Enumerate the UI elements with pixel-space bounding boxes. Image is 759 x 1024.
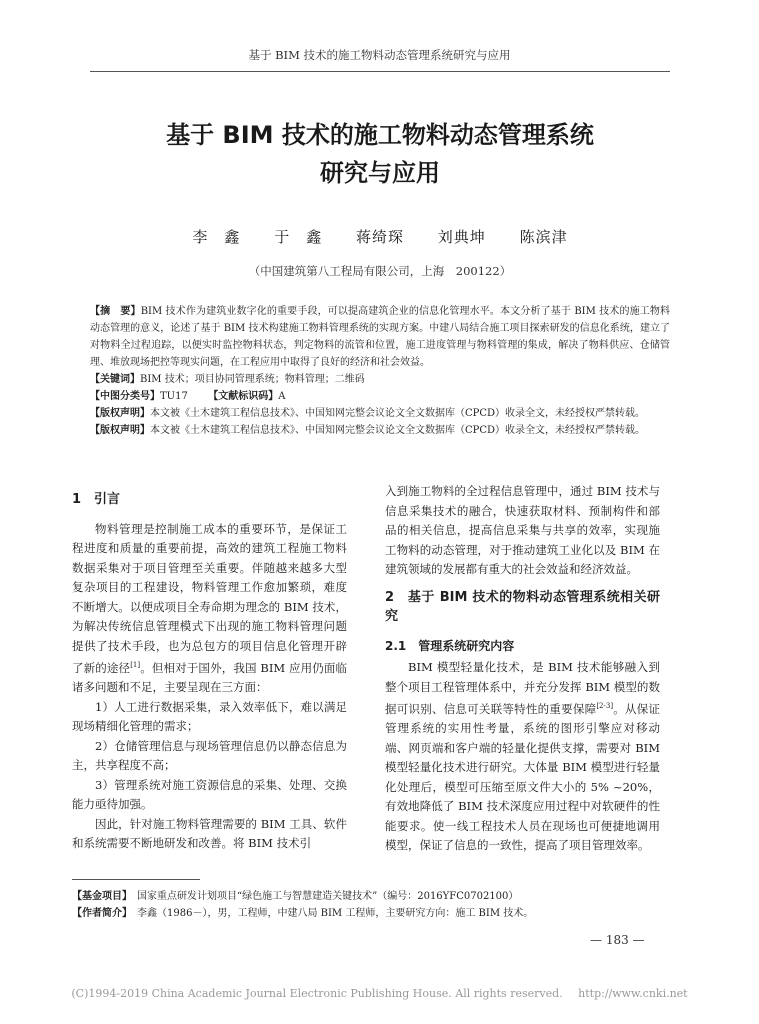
right-column <box>385 482 660 856</box>
author: 刘典坤 <box>437 228 486 246</box>
author: 陈滨津 <box>519 228 568 246</box>
footnote-text: 国家重点研发计划项目“绿色施工与智慧建造关键技术”（编号：2016YFC0702100） <box>137 891 519 902</box>
author: 李 鑫 <box>192 228 241 246</box>
abstract-text: BIM 技术作为建筑业数字化的重要手段，可以提高建筑企业的信息化管理水平。本文分析了基于 BIM 技术的施工物料动态管理的意义，论述了基于 BIM 技术构建施工物料管理系统的实现方案。中建八局结合施工项目探索研发的信息化系统，建立了对物料全过程追踪，以便实时监控物料状态，判定物料的流管和位置，施工进度管理与物料管理的集成，解决了物料供应、仓储管理、堆放现场把控等现实问题，在工程应用中取得了良好的经济和社会效益。 <box>90 306 670 368</box>
header-rule <box>90 71 670 72</box>
paragraph: 入到施工物料的全过程信息管理中，通过 BIM 技术与信息采集技术的融合，快速获取材料、预制构件和部品的相关信息，提高信息采集与共享的效率，实现施工物料的动态管理，对于推动建筑工业化以及 BIM 在建筑领域的发展都有重大的社会效益和经济效益。 <box>385 484 660 576</box>
left-column <box>72 482 347 854</box>
footnote-label: 【作者简介】 <box>72 908 127 919</box>
clc-value: TU17 <box>160 391 188 402</box>
section-heading: 2 基于 BIM 技术的物料动态管理系统相关研究 <box>385 589 660 624</box>
keywords-text: BIM 技术；项目协同管理系统；物料管理；二维码 <box>140 374 365 385</box>
section-heading: 1 引言 <box>72 492 121 507</box>
paragraph: BIM 模型轻量化技术，是 BIM 技术能够融入到整个项目工程管理体系中，并充分发挥 BIM 模型的数据可识别、信息可关联等特性的重要保障[2-3]。从保证管理系统的实用性考量，系统的图形引擎应对移动端、网页端和客户端的轻量化提供支撑，需要对 BIM 模型轻量化技术进行研究。大体量 BIM 模型进行轻量化处理后，模型可压缩至原文件大小的 5% ~20%，有效地降低了 BIM 技术深度应用过程中对软硬件的性能要求。使一线工程技术人员在现场也可便捷地调用模型，保证了信息的一致性，提高了项目管理效率。 <box>385 660 661 853</box>
copyright-text: 本文被《土木建筑工程信息技术》、中国知网完整会议论文全文数据库（CPCD）收录全文，未经授权严禁转载。 <box>150 425 646 436</box>
copyright-text: 本文被《土木建筑工程信息技术》、中国知网完整会议论文全文数据库（CPCD）收录全文，未经授权严禁转载。 <box>150 408 646 419</box>
affiliation: （中国建筑第八工程局有限公司，上海 200122） <box>248 264 512 278</box>
title-line-2: 研究与应用 <box>320 159 440 187</box>
keywords <box>90 371 670 388</box>
paragraph: 因此，针对施工物料管理需要的 BIM 工具、软件和系统需要不断地研发和改善。将 BIM 技术引 <box>72 816 347 851</box>
list-item: 3）管理系统对施工资源信息的采集、处理、交换能力亟待加强。 <box>72 777 347 812</box>
abstract <box>90 303 670 371</box>
doc-code-value: A <box>278 391 286 402</box>
abstract-label: 【摘 要】 <box>90 306 141 317</box>
footnote-label: 【基金项目】 <box>72 891 127 902</box>
title-line-1: 基于 BIM 技术的施工物料动态管理系统 <box>166 121 594 149</box>
copyright-label: 【版权声明】 <box>90 408 150 419</box>
paragraph: 物料管理是控制施工成本的重要环节，是保证工程进度和质量的重要前提，高效的建筑工程施工物料数据采集对于项目管理至关重要。伴随越来越多大型复杂项目的工程建设，物料管理工作愈加繁琐，难度不断增大。以便成项目全寿命期为理念的 BIM 技术，为解决传统信息管理模式下出现的施工物料管理问题提供了技术手段，也为总包方的项目信息化管理开辟了新的途径[1]。但相对于国外，我国 BIM 应用仍面临诸多问题和不足，主要呈现在三方面： <box>72 521 348 695</box>
keywords-label: 【关键词】 <box>90 374 140 385</box>
citation: [2-3] <box>596 702 614 710</box>
list-item: 2）仓储管理信息与现场管理信息仍以静态信息为主，共享程度不高； <box>72 738 347 773</box>
citation: [1] <box>130 661 141 669</box>
paper-title <box>90 116 670 192</box>
footnotes <box>72 888 672 922</box>
cnki-link[interactable]: http://www.cnki.net <box>578 987 688 1000</box>
doc-code-label: 【文献标识码】 <box>208 391 279 402</box>
footnote-funding <box>72 888 672 905</box>
footnote-text: 李鑫（1986－），男，工程师，中建八局 BIM 工程师，主要研究方向：施工 BIM 技术。 <box>137 908 534 919</box>
classification <box>90 388 670 405</box>
author: 于 鑫 <box>274 228 323 246</box>
footnote-rule <box>72 879 200 880</box>
copyright-footer-text: (C)1994-2019 China Academic Journal Electronic Publishing House. All rights reserved. <box>71 987 563 1000</box>
subsection-heading: 2.1 管理系统研究内容 <box>385 638 515 653</box>
author: 蒋绮琛 <box>355 228 404 246</box>
running-head: 基于 BIM 技术的施工物料动态管理系统研究与应用 <box>248 48 511 62</box>
copyright-footer <box>0 987 759 1000</box>
copyright-label: 【版权声明】 <box>90 425 150 436</box>
author-list <box>90 226 670 247</box>
list-item: 1）人工进行数据采集，录入效率低下，难以满足现场精细化管理的需求； <box>72 699 347 734</box>
footnote-author <box>72 905 672 922</box>
clc-label: 【中图分类号】 <box>90 391 160 402</box>
page-number: — 183 — <box>590 933 645 947</box>
copyright-statement <box>90 405 670 422</box>
copyright-statement <box>90 422 670 439</box>
abstract-block <box>90 303 670 439</box>
